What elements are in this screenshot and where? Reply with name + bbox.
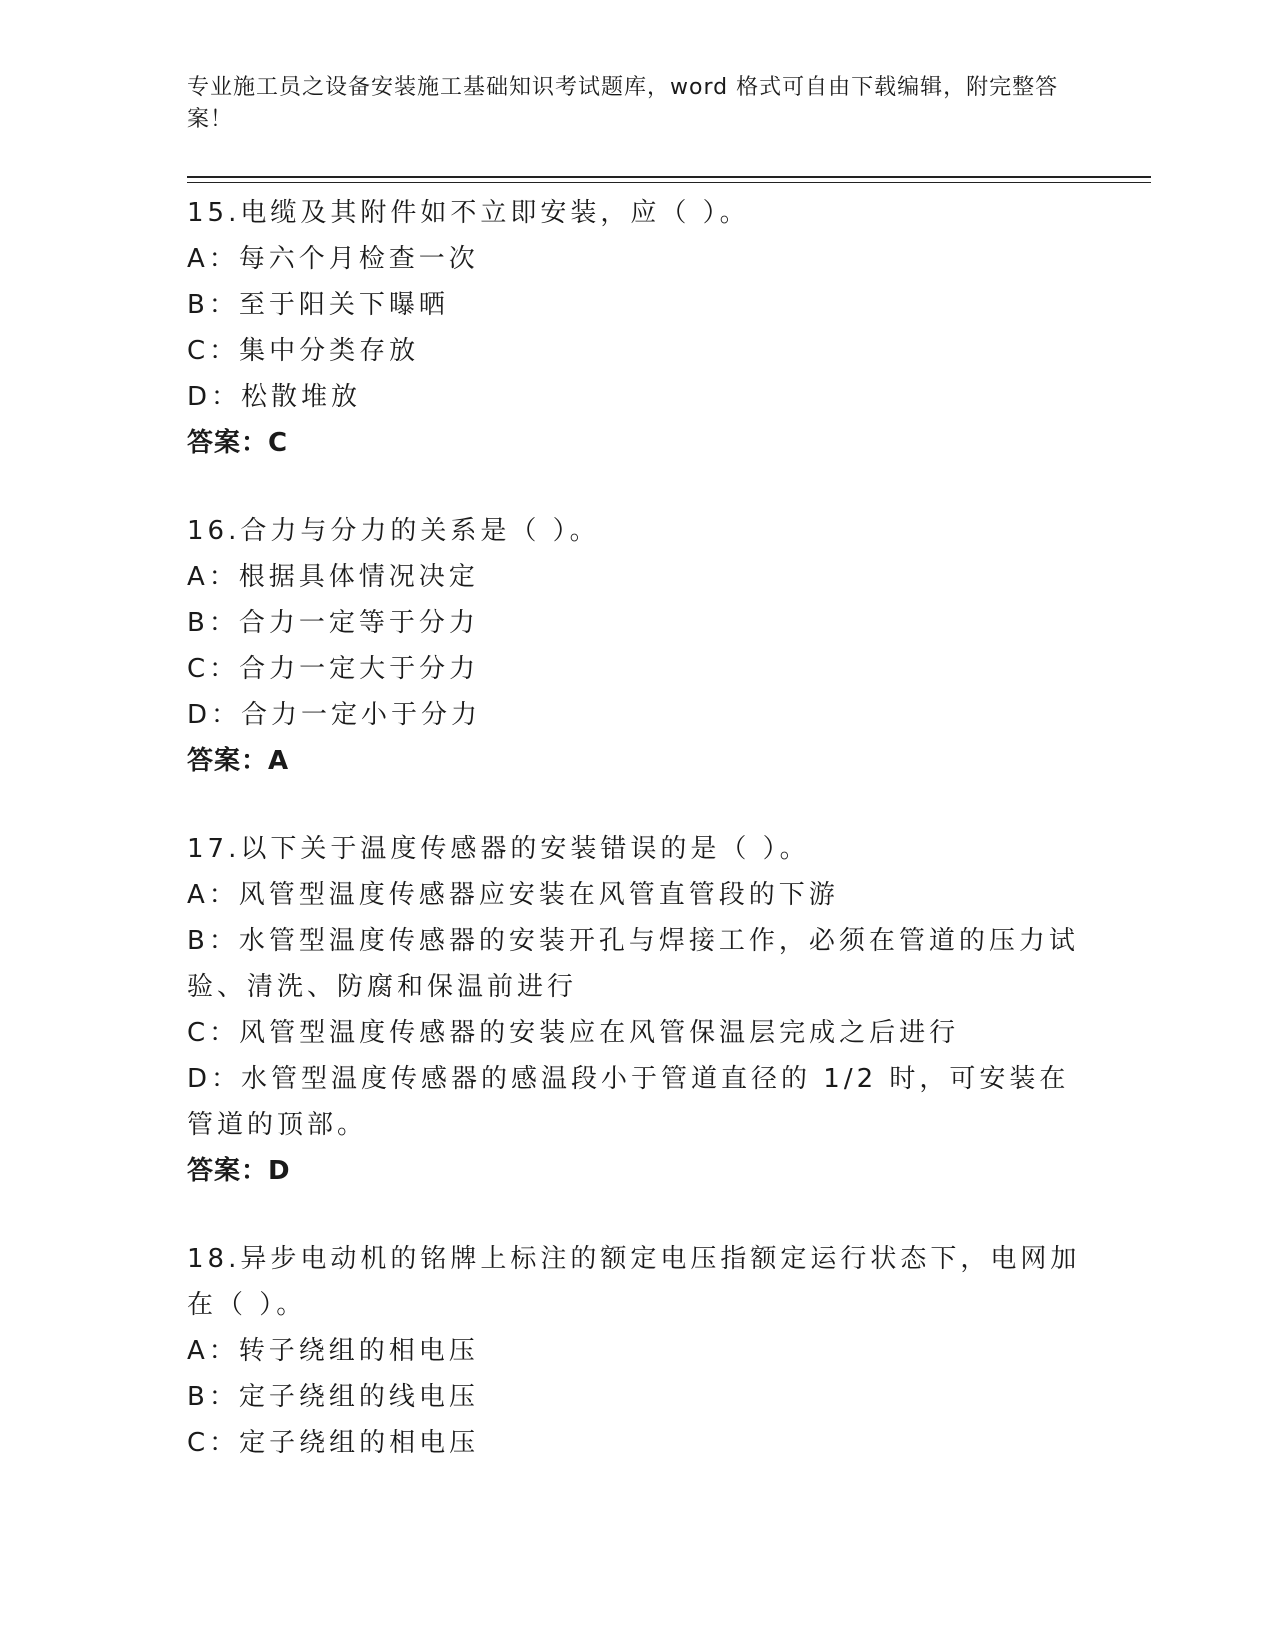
answer: 答案：C	[187, 428, 289, 458]
document-header: 专业施工员之设备安装施工基础知识考试题库，word 格式可自由下载编辑，附完整答案！	[187, 75, 1059, 132]
option-b: B：合力一定等于分力	[187, 608, 479, 638]
question-18	[187, 1236, 1087, 1466]
option-b: B：至于阳关下曝晒	[187, 290, 449, 320]
option-b: B：定子绕组的线电压	[187, 1382, 479, 1412]
question-17	[187, 826, 1087, 1194]
answer: 答案：D	[187, 1156, 291, 1186]
option-c: C：合力一定大于分力	[187, 654, 480, 684]
question-stem: 18.异步电动机的铭牌上标注的额定电压指额定运行状态下，电网加在（ ）。	[187, 1244, 1081, 1320]
question-list	[187, 190, 1087, 1508]
option-c: C：集中分类存放	[187, 336, 420, 366]
option-d: D：合力一定小于分力	[187, 700, 482, 730]
option-c: C：定子绕组的相电压	[187, 1428, 480, 1458]
option-c: C：风管型温度传感器的安装应在风管保温层完成之后进行	[187, 1018, 960, 1048]
option-a: A：每六个月检查一次	[187, 244, 479, 274]
question-15	[187, 190, 1087, 466]
question-stem: 17.以下关于温度传感器的安装错误的是（ ）。	[187, 834, 810, 864]
option-a: A：根据具体情况决定	[187, 562, 479, 592]
question-stem: 15.电缆及其附件如不立即安装，应（ ）。	[187, 198, 750, 228]
option-d: D：松散堆放	[187, 382, 362, 412]
question-16	[187, 508, 1087, 784]
question-stem: 16.合力与分力的关系是（ ）。	[187, 516, 600, 546]
header-rule-thick	[187, 176, 1151, 178]
option-d: D：水管型温度传感器的感温段小于管道直径的 1/2 时，可安装在管道的顶部。	[187, 1064, 1070, 1140]
option-a: A：转子绕组的相电压	[187, 1336, 479, 1366]
answer: 答案：A	[187, 746, 290, 776]
header-rule-thin	[187, 182, 1151, 183]
option-a: A：风管型温度传感器应安装在风管直管段的下游	[187, 880, 839, 910]
option-b: B：水管型温度传感器的安装开孔与焊接工作，必须在管道的压力试验、清洗、防腐和保温前进行	[187, 926, 1079, 1002]
